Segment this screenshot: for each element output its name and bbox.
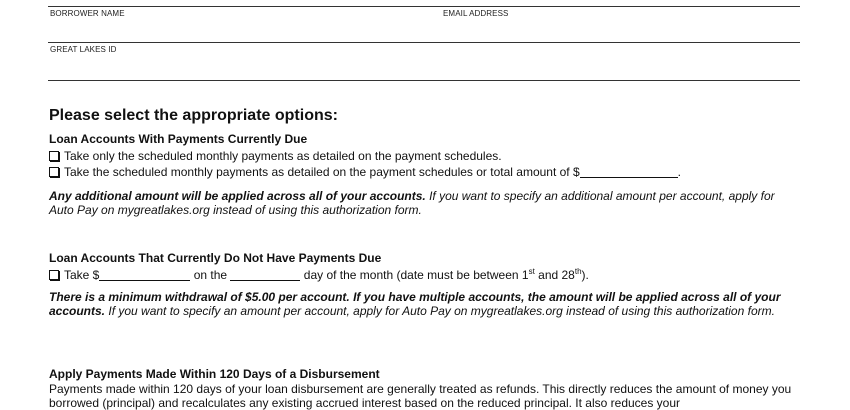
not-due-note-rest: If you want to specify an amount per account, apply for Auto Pay on mygreatlakes.org instead of using this authorization form. — [108, 304, 775, 318]
borrower-name-label: BORROWER NAME — [50, 9, 125, 18]
borrower-email-field-line[interactable] — [48, 42, 800, 43]
due-section-title: Loan Accounts With Payments Currently Due — [49, 132, 308, 146]
close-paren: ). — [581, 268, 589, 282]
not-due-note-bold: There is a minimum withdrawal of $5.00 per account. If you have multiple accounts, the amount will be applied across all of your accounts. — [49, 290, 781, 318]
disbursement-section-text: Payments made within 120 days of your loan disbursement are generally treated as refunds. This directly reduces the amount of money you borrowed (principal) and recalculates any existing accrued interest based on the reduced principal. It also reduces your — [49, 382, 792, 410]
due-option-2-checkbox[interactable] — [49, 167, 59, 177]
take-label: Take $ — [64, 268, 100, 282]
day-of-month-label: day of the month (date must be between 1 — [303, 268, 529, 282]
due-note-rest: If you want to specify an additional amount per account, apply for Auto Pay on mygreatlakes.org instead of using this authorization form. — [49, 189, 775, 217]
th-superscript: th — [574, 267, 582, 276]
disbursement-section-title: Apply Payments Made Within 120 Days of a Disbursement — [49, 367, 380, 381]
total-amount-blank[interactable] — [580, 166, 678, 178]
due-section-note — [49, 189, 794, 217]
options-heading: Please select the appropriate options: — [49, 107, 338, 124]
day-of-month-blank[interactable] — [230, 269, 300, 281]
due-option-2 — [49, 165, 681, 179]
due-note-bold: Any additional amount will be applied across all of your accounts. — [49, 189, 426, 203]
great-lakes-id-label: GREAT LAKES ID — [50, 45, 117, 54]
email-address-label: EMAIL ADDRESS — [443, 9, 509, 18]
st-superscript: st — [528, 267, 535, 276]
not-due-option — [49, 267, 589, 282]
due-option-1-checkbox[interactable] — [49, 151, 59, 161]
due-option-1 — [49, 149, 502, 163]
on-the-label: on the — [193, 268, 228, 282]
not-due-section-note — [49, 290, 794, 318]
due-option-2-label: Take the scheduled monthly payments as detailed on the payment schedules or total amount of $ — [64, 165, 580, 179]
and-28-label: and 28 — [538, 268, 575, 282]
not-due-section-title: Loan Accounts That Currently Do Not Have Payments Due — [49, 251, 382, 265]
due-option-2-period: . — [677, 165, 681, 179]
take-amount-blank[interactable] — [99, 269, 190, 281]
top-rule — [48, 6, 800, 7]
due-option-1-label: Take only the scheduled monthly payments as detailed on the payment schedules. — [64, 149, 502, 163]
not-due-option-checkbox[interactable] — [49, 270, 59, 280]
great-lakes-id-field-line[interactable] — [48, 80, 800, 81]
